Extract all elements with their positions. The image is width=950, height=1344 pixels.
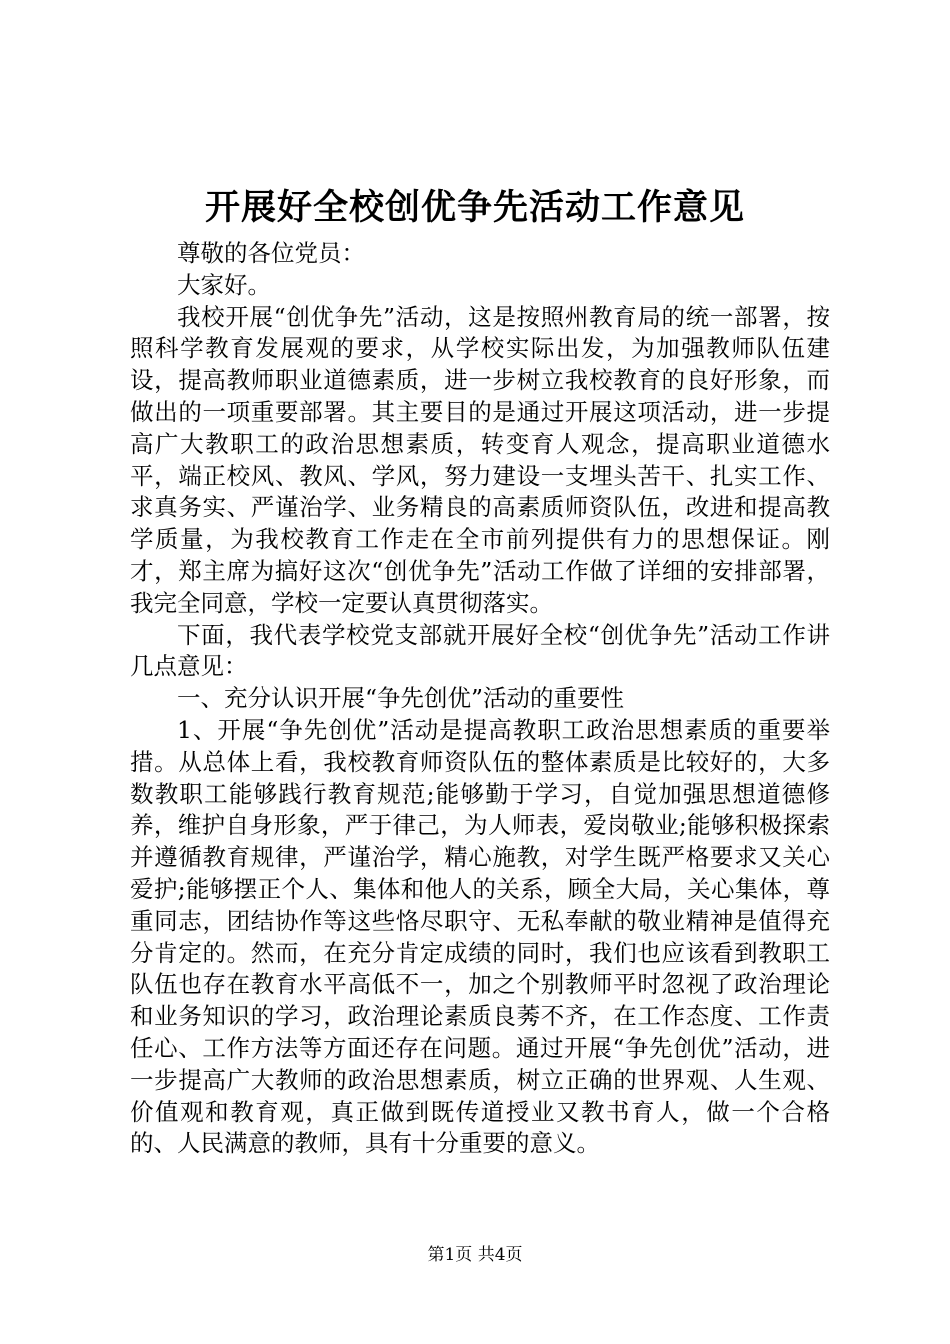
- greeting-paragraph: 大家好。: [177, 270, 271, 299]
- section-heading: 一、充分认识开展“争先创优”活动的重要性: [177, 684, 625, 713]
- body-paragraph: 1、开展“争先创优”活动是提高教职工政治思想素质的重要举措。从总体上看，我校教育师资队伍的整体素质是比较好的，大多数教职工能够践行教育规范;能够勤于学习，自觉加强思想道德修养，维护自身形象，严于律己，为人师表，爱岗敬业;能够积极探索并遵循教育规律，严谨治学，精心施教，对学生既严格要求又关心爱护;能够摆正个人、集体和他人的关系，顾全大局，关心集体，尊重同志，团结协作等这些恪尽职守、无私奉献的敬业精神是值得充分肯定的。然而，在充分肯定成绩的同时，我们也应该看到教职工队伍也存在教育水平高低不一，加之个别教师平时忽视了政治理论和业务知识的学习，政治理论素质良莠不齐，在工作态度、工作责任心、工作方法等方面还存在问题。通过开展“争先创优”活动，进一步提高广大教师的政治思想素质，树立正确的世界观、人生观、价值观和教育观，真正做到既传道授业又教书育人，做一个合格的、人民满意的教师，具有十分重要的意义。: [130, 715, 830, 1158]
- document-body: [130, 238, 830, 1160]
- body-paragraph: 下面，我代表学校党支部就开展好全校“创优争先”活动工作讲几点意见：: [130, 620, 830, 681]
- body-paragraph: 我校开展“创优争先”活动，这是按照州教育局的统一部署，按照科学教育发展观的要求，从学校实际出发，为加强教师队伍建设，提高教师职业道德素质，进一步树立我校教育的良好形象，而做出的一项重要部署。其主要目的是通过开展这项活动，进一步提高广大教职工的政治思想素质，转变育人观念，提高职业道德水平，端正校风、教风、学风，努力建设一支埋头苦干、扎实工作、求真务实、严谨治学、业务精良的高素质师资队伍，改进和提高教学质量，为我校教育工作走在全市前列提供有力的思想保证。刚才，郑主席为搞好这次“创优争先”活动工作做了详细的安排部署，我完全同意，学校一定要认真贯彻落实。: [130, 302, 830, 617]
- page-number-footer: 第1页 共4页: [427, 1245, 523, 1265]
- document-title: 开展好全校创优争先活动工作意见: [204, 187, 745, 228]
- salutation-paragraph: 尊敬的各位党员：: [177, 239, 365, 267]
